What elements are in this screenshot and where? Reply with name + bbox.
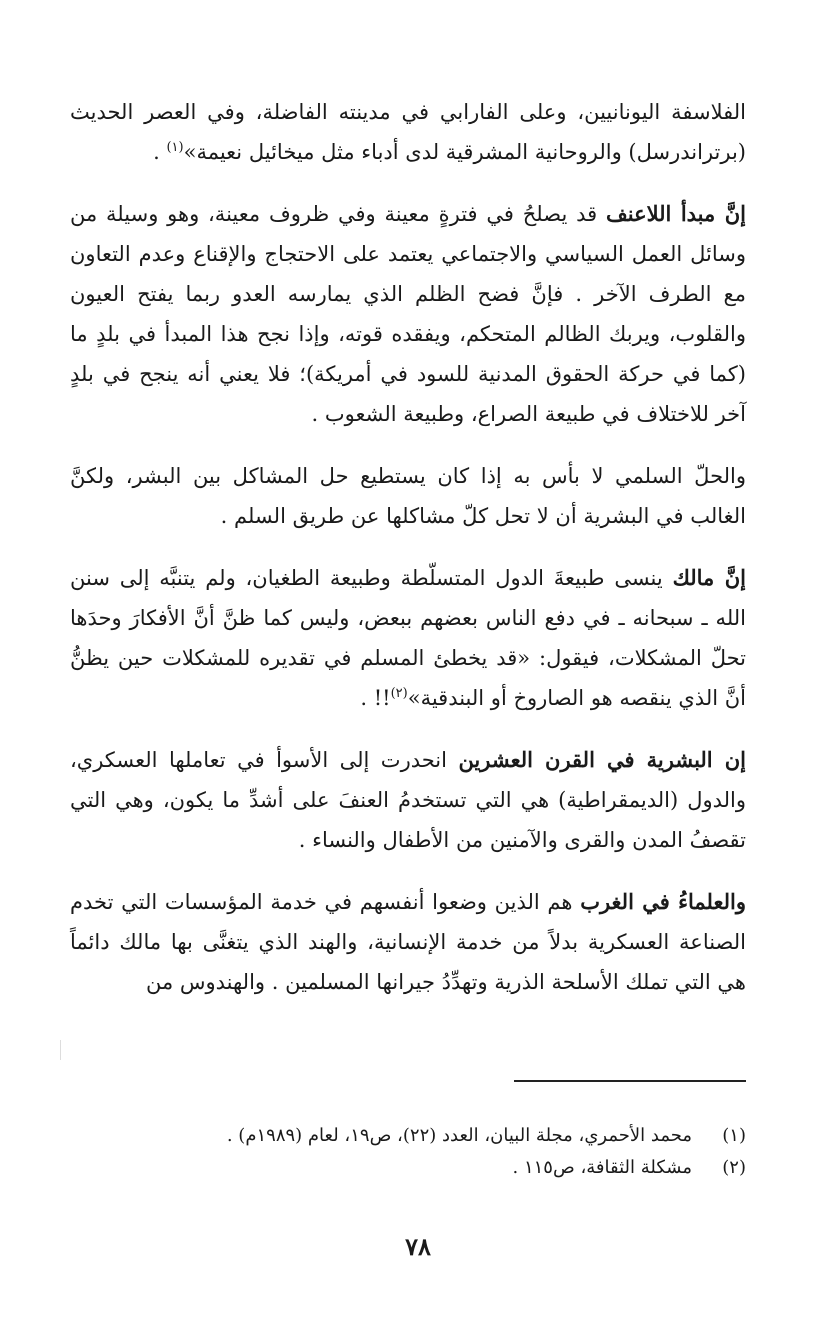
- paragraph-text: والحلّ السلمي لا بأس به إذا كان يستطيع حل المشاكل بين البشر، ولكنَّ الغالب في البشرية أن لا تحل كلّ مشاكلها عن طريق السلم .: [70, 464, 746, 528]
- footnote-divider: [514, 1080, 746, 1082]
- paragraph-lead: إنَّ مبدأ اللاعنف: [606, 201, 746, 226]
- paragraph-lead: إنَّ مالك: [672, 565, 747, 590]
- paragraph-text: قد يصلحُ في فترةٍ معينة وفي ظروف معينة، وهو وسيلة من وسائل العمل السياسي والاجتماعي يعتمد على الاحتجاج والإقناع وعدم التعاون مع الطرف الآخر . فإنَّ فضح الظلم الذي يمارسه العدو ربما يفتح العيون والقلوب، ويربك الظالم المتحكم، ويفقده قوته، وإذا نجح هذا المبدأ في بلدٍ ما (كما في حركة الحقوق المدنية للسود في أمريكة)؛ فلا يعني أنه ينجح في بلدٍ آخر للاختلاف في طبيعة الصراع، وطبيعة الشعوب .: [70, 202, 746, 426]
- footnotes: [120, 1120, 746, 1184]
- footnote-number: (١): [722, 1125, 746, 1146]
- footnote-text: محمد الأحمري، مجلة البيان، العدد (٢٢)، ص١٩، لعام (١٩٨٩م) .: [226, 1125, 692, 1146]
- paragraph-3: [70, 456, 746, 536]
- paragraph-text: ينسى طبيعةَ الدول المتسلّطة وطبيعة الطغيان، ولم يتنبَّه إلى سنن الله ـ سبحانه ـ في دفع الناس بعضهم ببعض، وليس كما ظنَّ أنَّ الأفكارَ وحدَها تحلّ المشكلات، فيقول: «قد يخطئ المسلم في تقديره للمشكلات حين يظنُّ أنَّ الذي ينقصه هو الصاروخ أو البندقية»: [70, 566, 746, 710]
- paragraph-tail: .: [153, 140, 167, 164]
- paragraph-tail: !! .: [360, 686, 391, 710]
- paragraph-6: [70, 882, 746, 1002]
- paragraph-lead: والعلماءُ في الغرب: [580, 889, 746, 914]
- footnote-ref: (٢): [390, 686, 408, 701]
- paragraph-lead: إن البشرية في القرن العشرين: [458, 747, 746, 772]
- paragraph-2: [70, 194, 746, 434]
- footnote-ref: (١): [166, 140, 184, 155]
- page-number: ٧٨: [405, 1232, 431, 1261]
- footnote-number: (٢): [722, 1157, 746, 1178]
- footnote-item: [120, 1152, 746, 1184]
- paragraph-1: [70, 92, 746, 172]
- scan-edge-mark: [60, 1040, 61, 1060]
- paragraph-text: هم الذين وضعوا أنفسهم في خدمة المؤسسات التي تخدم الصناعة العسكرية بدلاً من خدمة الإنسانية، والهند الذي يتغنَّى بها مالك دائماً هي التي تملك الأسلحة الذرية وتهدِّدُ جيرانها المسلمين . والهندوس من: [70, 890, 746, 994]
- paragraph-text: انحدرت إلى الأسوأ في تعاملها العسكري، والدول (الديمقراطية) هي التي تستخدمُ العنفَ على أشدِّ ما يكون، وهي التي تقصفُ المدن والقرى والآمنين من الأطفال والنساء .: [70, 748, 746, 852]
- footnote-item: [120, 1120, 746, 1152]
- paragraph-text: الفلاسفة اليونانيين، وعلى الفارابي في مدينته الفاضلة، وفي العصر الحديث (برتراندرسل) والروحانية المشرقية لدى أدباء مثل ميخائيل نعيمة»: [70, 100, 746, 164]
- footnote-text: مشكلة الثقافة، ص١١٥ .: [512, 1157, 692, 1178]
- paragraph-4: [70, 558, 746, 718]
- page-body: [70, 92, 746, 1024]
- paragraph-5: [70, 740, 746, 860]
